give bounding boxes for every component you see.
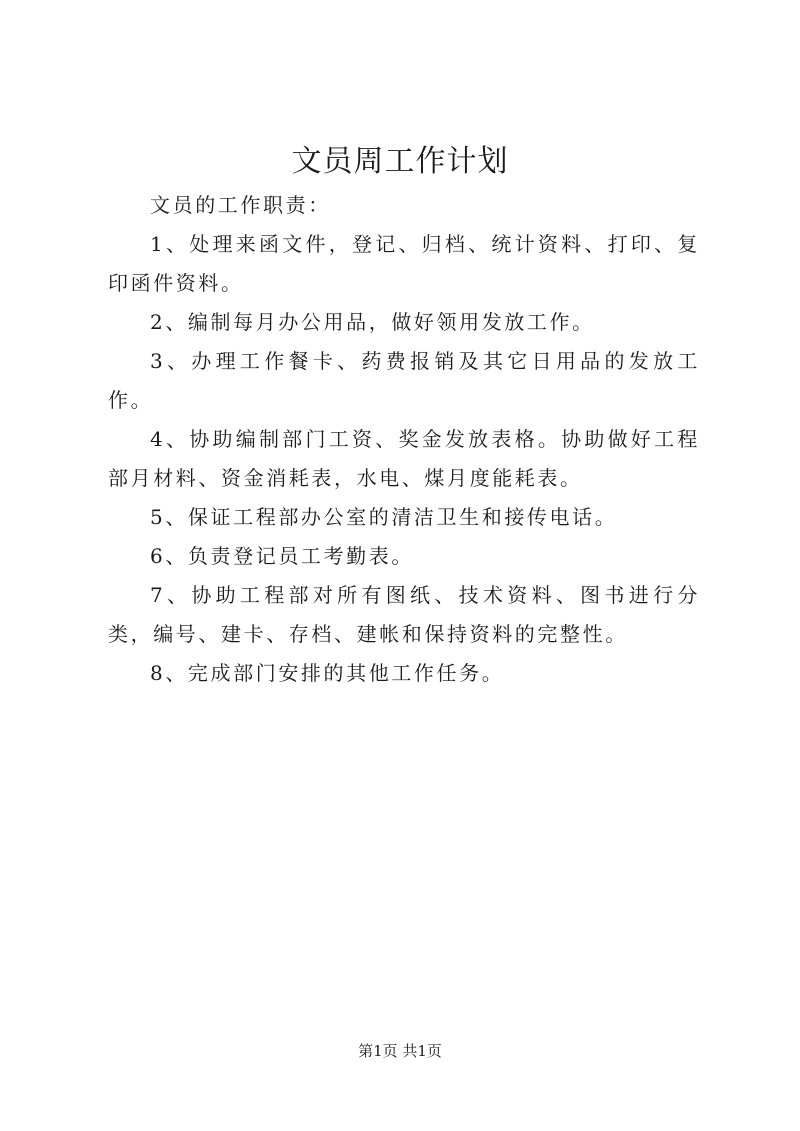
paragraph-item-7: 7、协助工程部对所有图纸、技术资料、图书进行分类，编号、建卡、存档、建帐和保持资料的完整性。 — [108, 583, 700, 646]
paragraph-item-8: 8、完成部门安排的其他工作任务。 — [150, 661, 505, 685]
paragraph-duties-heading: 文员的工作职责： — [150, 193, 331, 217]
paragraph-item-5: 5、保证工程部办公室的清洁卫生和接传电话。 — [150, 505, 618, 529]
document-title: 文员周工作计划 — [291, 144, 509, 179]
page-footer: 第1页 共1页 — [358, 1042, 442, 1060]
paragraph-item-4: 4、协助编制部门工资、奖金发放表格。协助做好工程部月材料、资金消耗表，水电、煤月度能耗表。 — [108, 427, 700, 490]
paragraph-item-1: 1、处理来函文件，登记、归档、统计资料、打印、复印函件资料。 — [108, 232, 700, 295]
paragraph-item-2: 2、编制每月办公用品，做好领用发放工作。 — [150, 310, 595, 334]
document-body — [108, 186, 700, 693]
paragraph-item-6: 6、负责登记员工考勤表。 — [150, 544, 414, 568]
paragraph-item-3: 3、办理工作餐卡、药费报销及其它日用品的发放工作。 — [108, 349, 700, 412]
